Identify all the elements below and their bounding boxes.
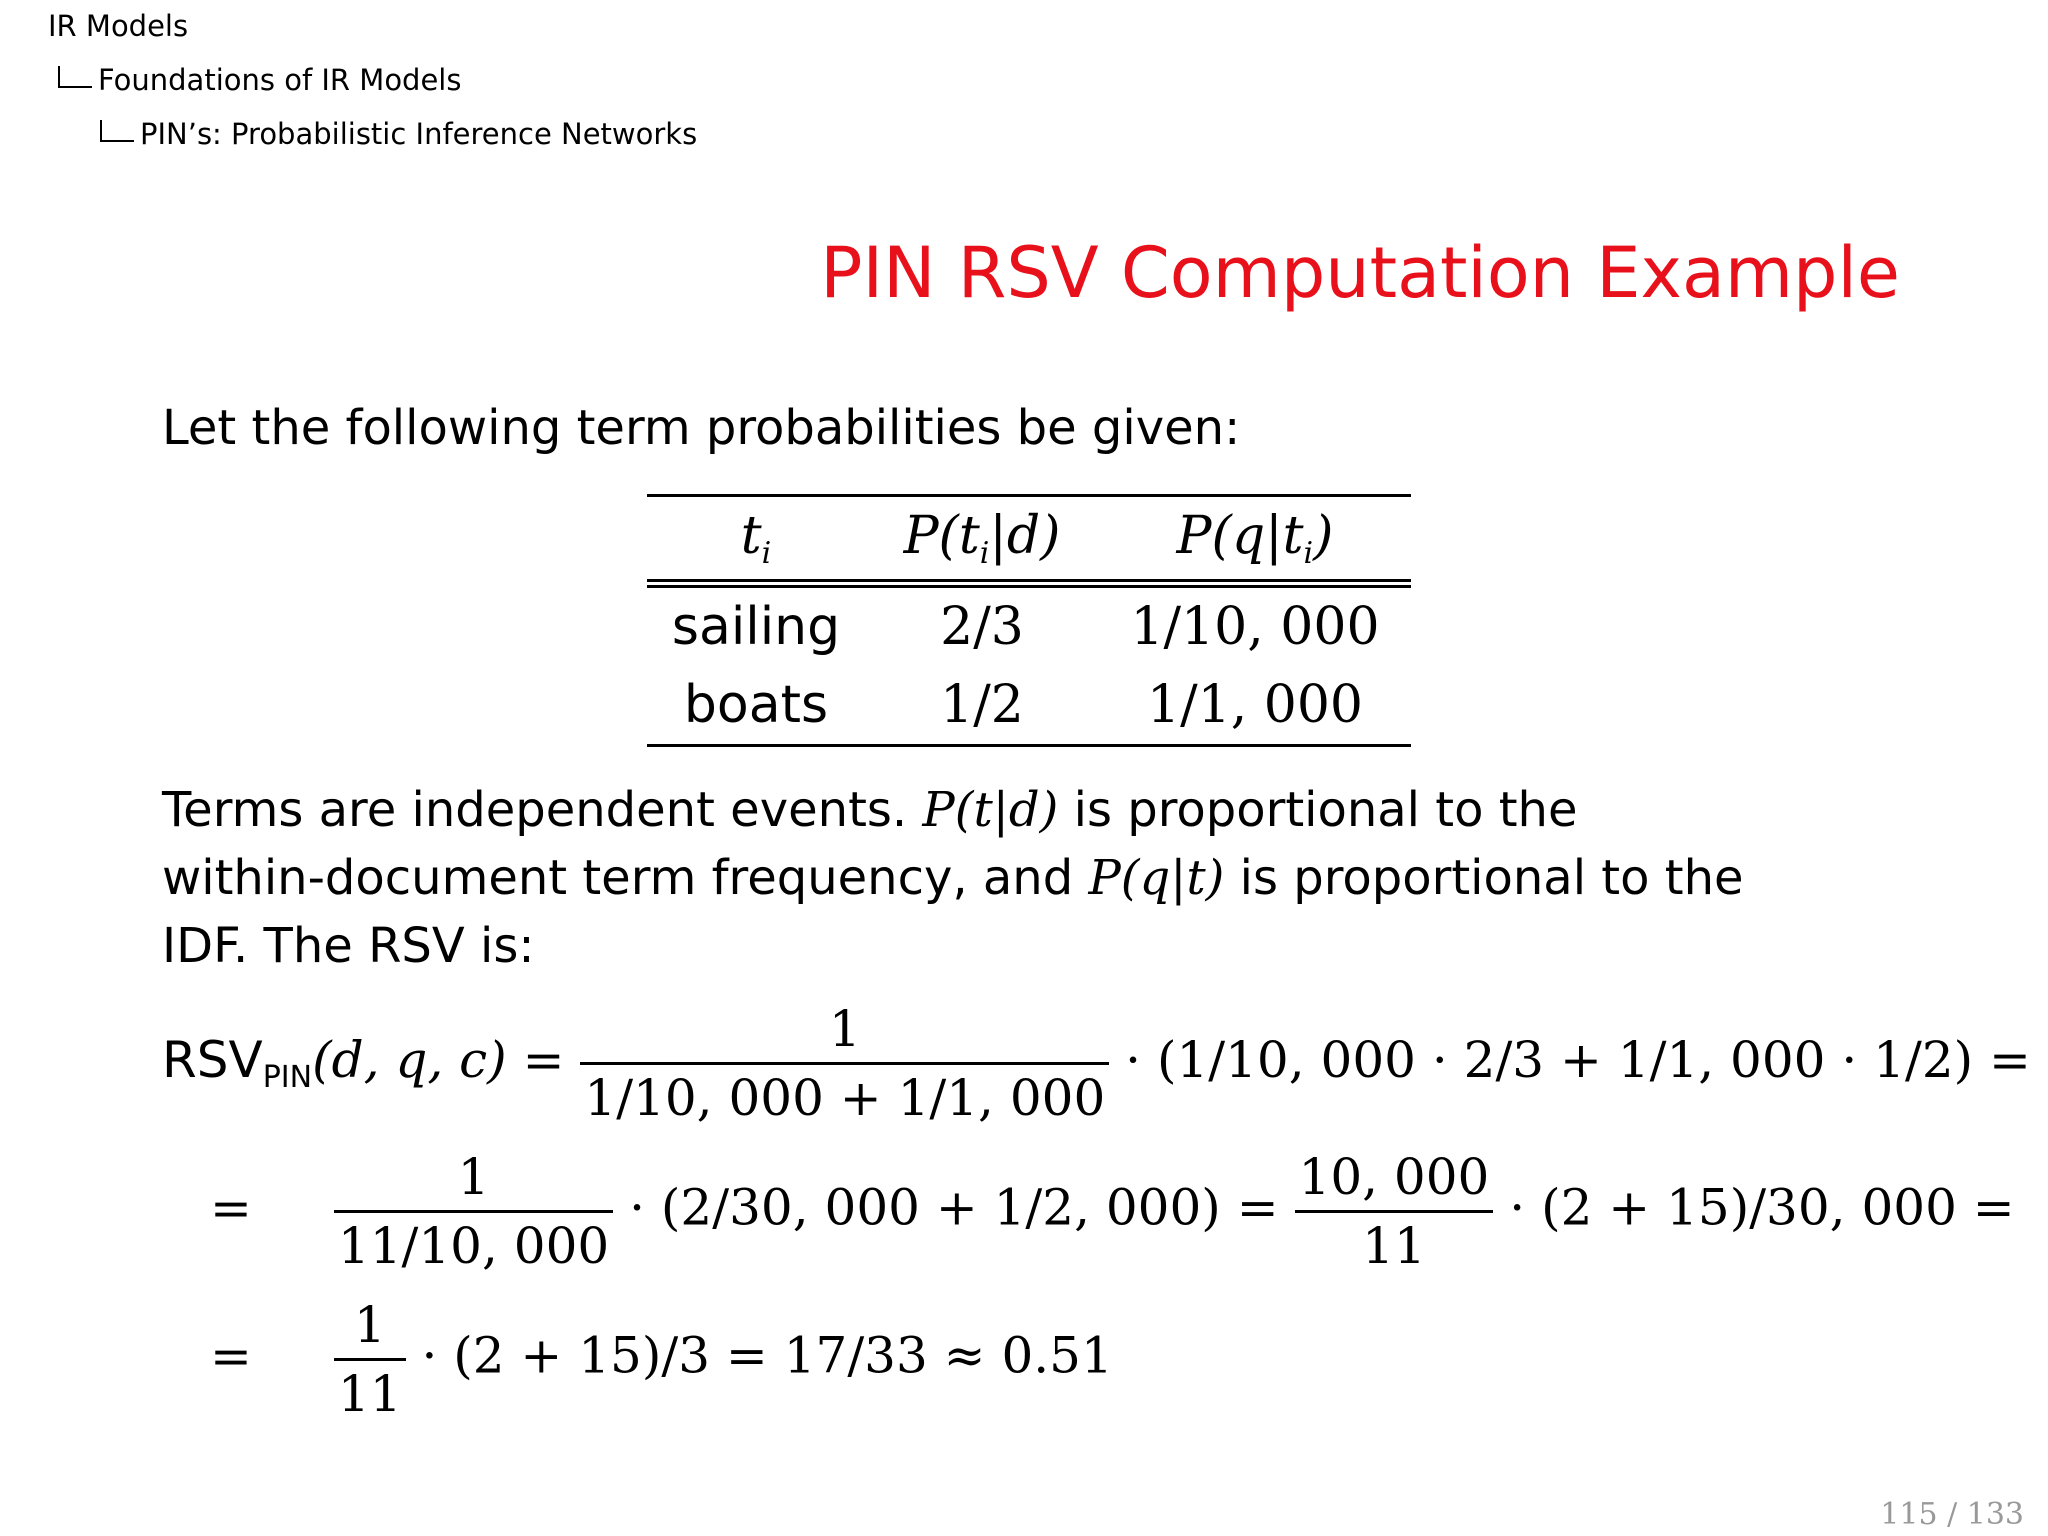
page-current: 115 bbox=[1880, 1497, 1938, 1532]
breadcrumb-level-2 bbox=[58, 62, 461, 98]
breadcrumb-level-1-label: IR Models bbox=[48, 9, 189, 43]
equation-rest: · (2 + 15)/3 = 17/33 ≈ 0.51 bbox=[421, 1326, 1113, 1385]
equation-rest: · (1/10, 000 · 2/3 + 1/1, 000 · 1/2) = bbox=[1125, 1031, 2031, 1089]
equation-line-2 bbox=[210, 1148, 2015, 1275]
rsv-args: (d, q, c) = bbox=[312, 1031, 565, 1089]
slide-title: PIN RSV Computation Example bbox=[820, 232, 1900, 314]
page-total: 133 bbox=[1966, 1497, 2024, 1532]
equation-rest: · (2 + 15)/30, 000 = bbox=[1509, 1178, 2015, 1237]
paragraph-text: Terms are independent events. bbox=[162, 782, 908, 838]
table-row bbox=[647, 666, 1411, 746]
term-probability-table bbox=[647, 494, 1411, 747]
fraction: $\frac{1}{11/10, 000}$ bbox=[334, 1148, 613, 1275]
breadcrumb-level-3 bbox=[100, 116, 697, 152]
paragraph-text: within-document term frequency, and bbox=[162, 850, 1074, 906]
paragraph-text: is proportional to the bbox=[1073, 782, 1578, 838]
equation-line-1 bbox=[162, 1000, 2031, 1127]
breadcrumb-level-2-label: Foundations of IR Models bbox=[98, 63, 462, 97]
header-p-t-given-d: $P(t_i|d)$ bbox=[865, 496, 1099, 584]
paragraph-text: is proportional to the bbox=[1239, 850, 1744, 906]
fraction: $\frac{1}{11}$ bbox=[334, 1296, 406, 1423]
page-separator: / bbox=[1947, 1497, 1958, 1532]
rsv-symbol: RSV bbox=[162, 1031, 263, 1089]
equals-sign: = bbox=[210, 1326, 252, 1385]
cell-p-t-d: 1/2 bbox=[865, 666, 1099, 746]
tree-corner-icon bbox=[58, 66, 92, 88]
page-number bbox=[1880, 1497, 2024, 1532]
cell-p-q-t: 1/1, 000 bbox=[1099, 666, 1411, 746]
cell-p-q-t: 1/10, 000 bbox=[1130, 597, 1380, 657]
breadcrumb-level-3-label: PIN’s: Probabilistic Inference Networks bbox=[140, 117, 698, 151]
header-term: $t_i$ bbox=[647, 496, 865, 584]
fraction: $\frac{10, 000}{11}$ bbox=[1295, 1148, 1494, 1275]
equation-middle: · (2/30, 000 + 1/2, 000) = bbox=[629, 1178, 1279, 1237]
table-header-row bbox=[647, 496, 1411, 584]
math-p-q-t: P(q|t) bbox=[1088, 850, 1225, 906]
table-row bbox=[647, 584, 1411, 667]
fraction: $\frac{1}{1/10, 000 + 1/1, 000}$ bbox=[580, 1000, 1109, 1127]
equals-sign: = bbox=[210, 1178, 252, 1237]
rsv-subscript: PIN bbox=[262, 1060, 313, 1095]
header-p-q-given-t: $P(q|t_i)$ bbox=[1099, 496, 1411, 584]
cell-p-t-d: 2/3 bbox=[940, 597, 1024, 657]
cell-term: boats bbox=[647, 666, 865, 746]
paragraph-line-2 bbox=[162, 844, 1744, 912]
math-p-t-d: P(t|d) bbox=[922, 782, 1059, 838]
equation-line-3 bbox=[210, 1296, 1113, 1423]
breadcrumb-level-1 bbox=[48, 8, 188, 44]
intro-text: Let the following term probabilities be given: bbox=[162, 400, 1241, 456]
paragraph-line-1 bbox=[162, 776, 1577, 844]
tree-corner-icon bbox=[100, 120, 134, 142]
cell-term: sailing bbox=[671, 597, 841, 657]
paragraph-line-3: IDF. The RSV is: bbox=[162, 918, 535, 974]
